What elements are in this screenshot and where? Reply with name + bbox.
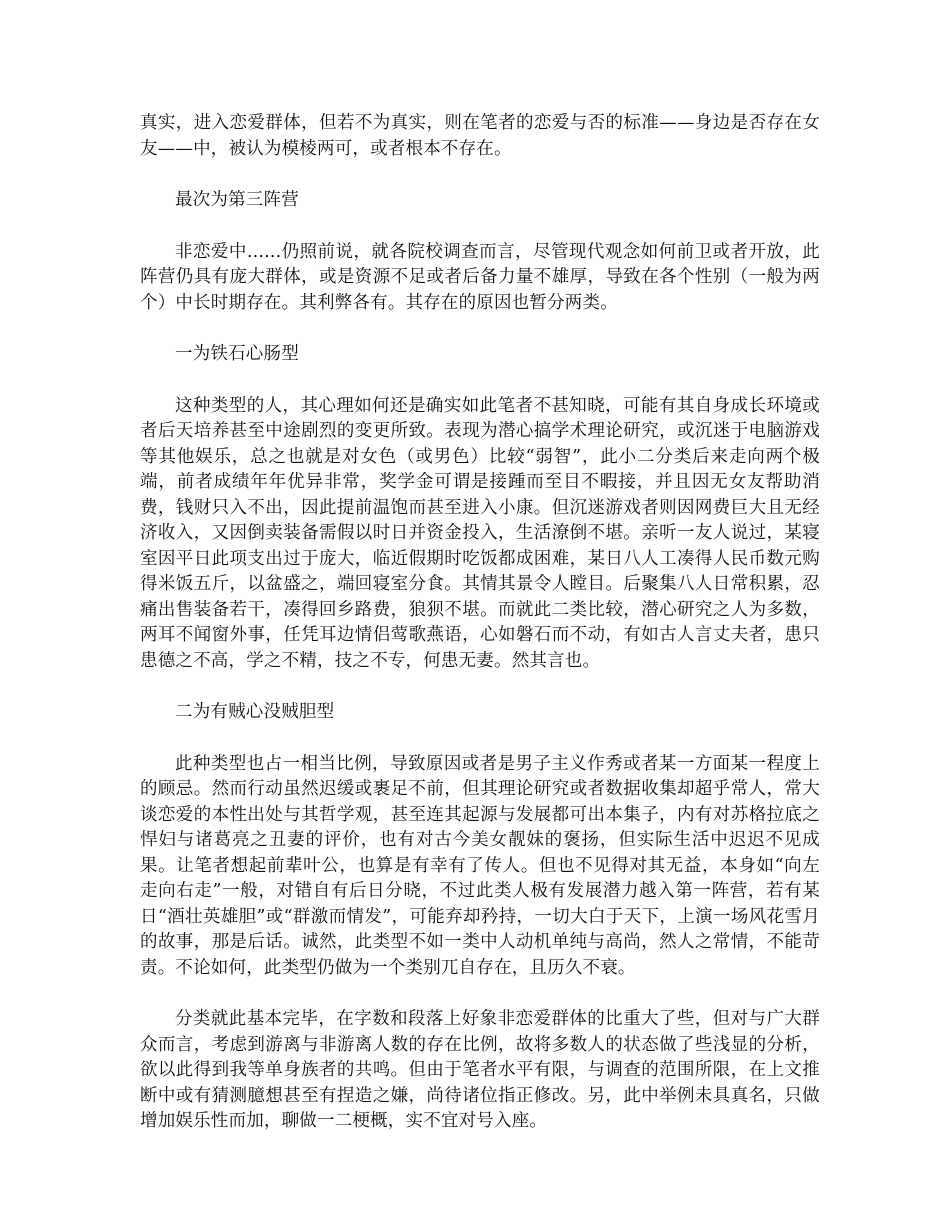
subheading-timid-type: 二为有贼心没贼胆型 [175,702,335,722]
document-page [140,111,820,1161]
section-heading-third-camp: 最次为第三阵营 [175,190,299,210]
paragraph-continued: 真实，进入恋爱群体，但若不为真实，则在笔者的恋爱与否的标准——身边是否存在女友——中，被认为模棱两可，或者根本不存在。 [140,113,820,159]
paragraph-iron-heart-type: 这种类型的人，其心理如何还是确实如此笔者不甚知晓，可能有其自身成长环境或者后天培养甚至中途剧烈的变更所致。表现为潜心搞学术理论研究，或沉迷于电脑游戏等其他娱乐，总之也就是对女色（或男色）比较“弱智”，此小二分类后来走向两个极端，前者成绩年年优异非常，奖学金可谓是接踵而至目不暇接，并且因无女友帮助消费，钱财只入不出，因此提前温饱而甚至进入小康。但沉迷游戏者则因网费巨大且无经济收入，又因倒卖装备需假以时日并资金投入，生活潦倒不堪。亲听一友人说过，某寝室因平日此项支出过于庞大，临近假期时吃饭都成困难，某日八人工凑得人民币数元购得米饭五斤，以盆盛之，端回寝室分食。其情其景令人瞠目。后聚集八人日常积累，忍痛出售装备若干，凑得回乡路费，狼狈不堪。而就此二类比较，潜心研究之人为多数，两耳不闻窗外事，任凭耳边情侣莺歌燕语，心如磐石而不动，有如古人言丈夫者，患只患德之不高，学之不精，技之不专，何患无妻。然其言也。 [140,395,820,671]
paragraph-timid-type: 此种类型也占一相当比例，导致原因或者是男子主义作秀或者某一方面某一程度上的顾忌。然而行动虽然迟缓或裹足不前，但其理论研究或者数据收集却超乎常人，常大谈恋爱的本性出处与其哲学观，甚至连其起源与发展都可出本集子，内有对苏格拉底之悍妇与诸葛亮之丑妻的评价，也有对古今美女靓妹的褒扬，但实际生活中迟迟不见成果。让笔者想起前辈叶公，也算是有幸有了传人。但也不见得对其无益，本身如“向左走向右走”一般，对错自有后日分晓，不过此类人极有发展潜力越入第一阵营，若有某日“酒壮英雄胆”或“群激而情发”，可能弃却矜持，一切大白于天下，上演一场风花雪月的故事，那是后话。诚然，此类型不如一类中人动机单纯与高尚，然人之常情，不能苛责。不论如何，此类型仍做为一个类别兀自存在，且历久不衰。 [140,753,820,978]
paragraph-conclusion: 分类就此基本完毕，在字数和段落上好象非恋爱群体的比重大了些，但对与广大群众而言，考虑到游离与非游离人数的存在比例，故将多数人的状态做了些浅显的分析，欲以此得到我等单身族者的共鸣。但由于笔者水平有限，与调查的范围所限，在上文推断中或有猜测臆想甚至有捏造之嫌，尚待诸位指正修改。另，此中举例未具真名，只做增加娱乐性而加，聊做一二梗概，实不宜对号入座。 [140,1009,820,1131]
paragraph-non-romance-intro: 非恋爱中......仍照前说，就各院校调查而言，尽管现代观念如何前卫或者开放，此阵营仍具有庞大群体，或是资源不足或者后备力量不雄厚，导致在各个性别（一般为两个）中长时期存在。其利弊各有。其存在的原因也暂分两类。 [140,241,820,313]
subheading-iron-heart-type: 一为铁石心肠型 [175,344,299,364]
